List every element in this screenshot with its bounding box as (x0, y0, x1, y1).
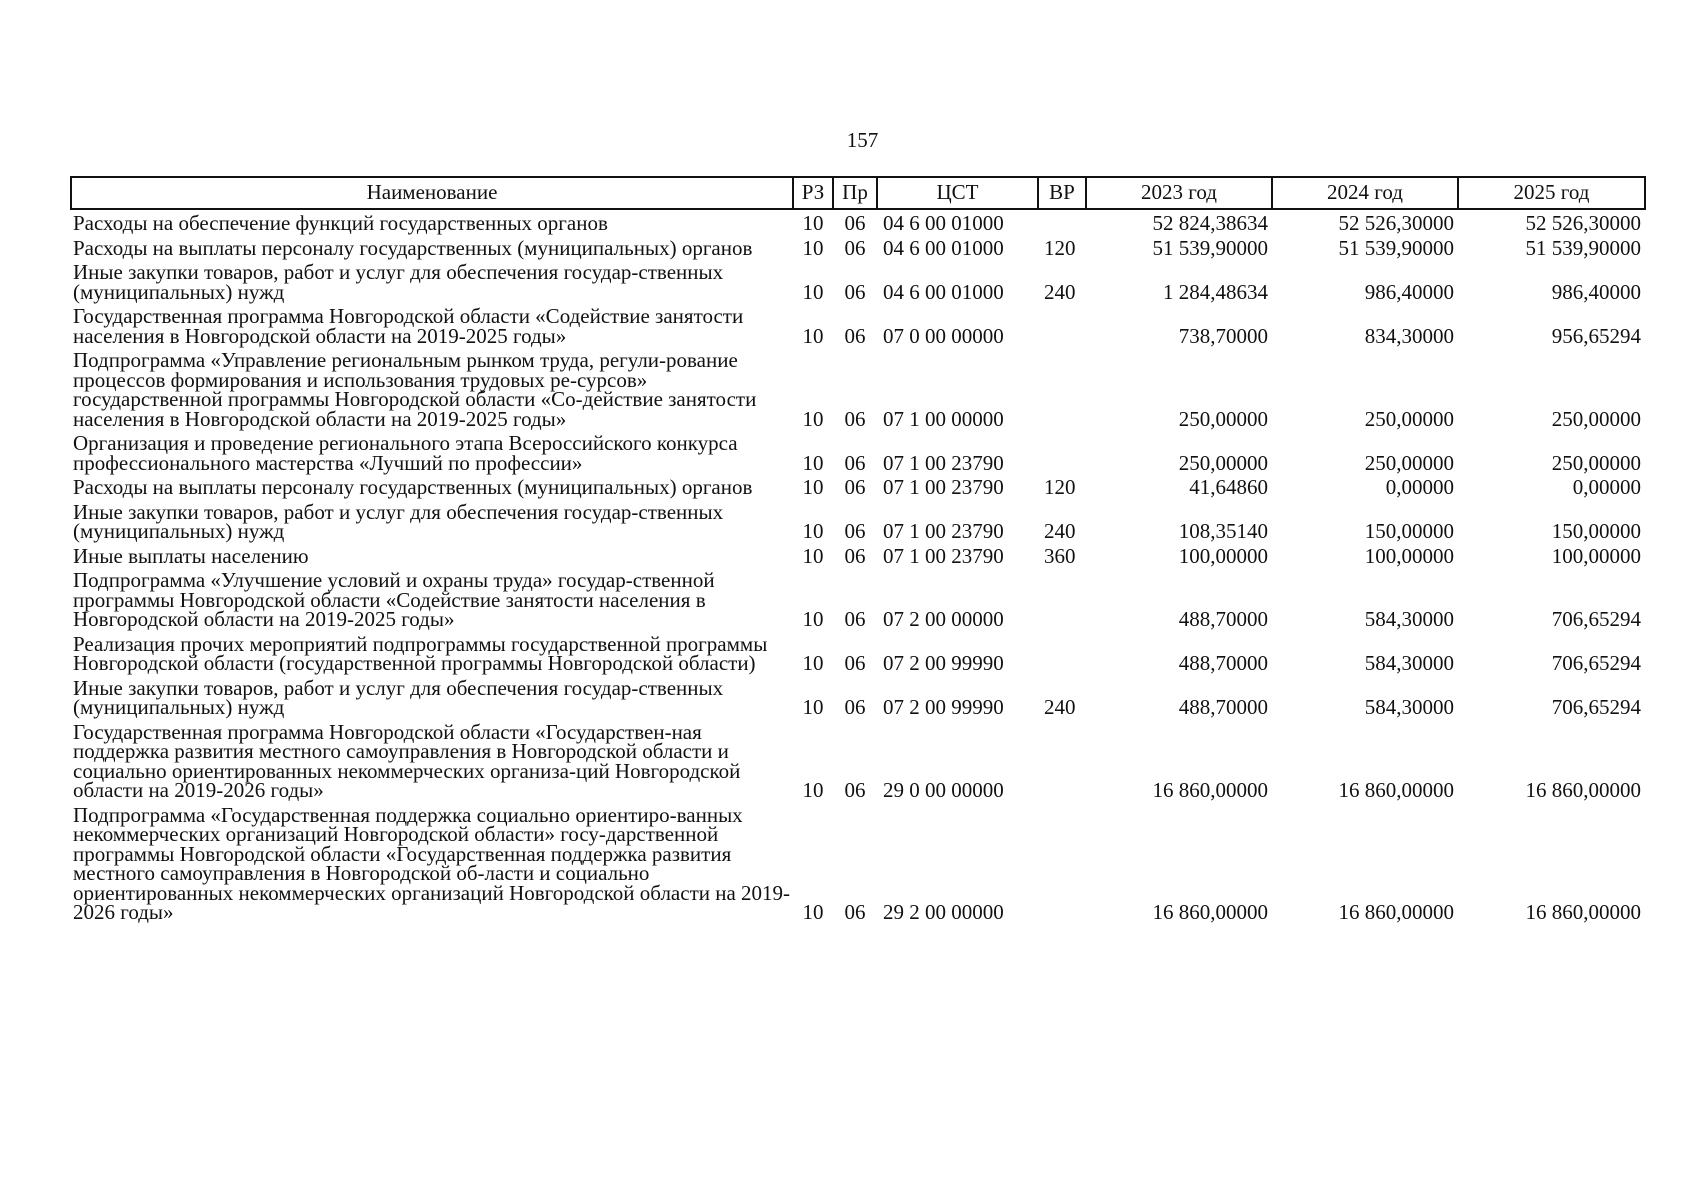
row-cst: 07 1 00 23790 (883, 475, 1004, 499)
row-2023: 41,64860 (1189, 475, 1268, 499)
row-rz: 10 (802, 900, 824, 924)
row-cst: 07 1 00 23790 (883, 450, 1004, 475)
row-2024: 16 860,00000 (1338, 778, 1454, 802)
row-rz: 10 (802, 235, 824, 260)
row-cst: 29 2 00 00000 (883, 900, 1004, 924)
row-2023: 52 824,38634 (1152, 211, 1268, 235)
row-2024: 16 860,00000 (1338, 900, 1454, 924)
row-2024: 100,00000 (1364, 543, 1454, 568)
row-2024: 986,40000 (1364, 279, 1454, 304)
row-2024: 52 526,30000 (1338, 211, 1454, 235)
row-vr (1038, 209, 1086, 235)
row-2023: 738,70000 (1178, 323, 1268, 348)
row-2023: 51 539,90000 (1152, 235, 1268, 260)
row-name: Государственная программа Новгородской области «Государствен-ная поддержка развития местного самоуправления в Новгородской области и социально ориентированных некоммерческих организа-ций Новгородской области на 2019-2026 годы» (73, 719, 741, 802)
table-row (71, 235, 1645, 260)
table-row (71, 259, 1645, 303)
table-row (71, 719, 1645, 802)
header-2023: 2023 год (1086, 177, 1272, 209)
row-cst: 07 2 00 00000 (883, 607, 1004, 631)
row-cst: 07 1 00 00000 (883, 406, 1004, 431)
table-row (71, 802, 1645, 924)
row-name: Организация и проведение регионального этапа Всероссийского конкурса профессионального мастерства «Лучший по профессии» (73, 431, 738, 475)
row-rz: 10 (802, 778, 824, 802)
row-vr: 240 (1044, 519, 1076, 543)
row-name: Иные закупки товаров, работ и услуг для обеспечения государ-ственных (муниципальных) нужд (73, 499, 724, 543)
row-name: Иные закупки товаров, работ и услуг для обеспечения государ-ственных (муниципальных) нужд (73, 260, 724, 304)
row-2025: 52 526,30000 (1525, 211, 1641, 235)
row-rz: 10 (802, 607, 824, 631)
table-row (71, 499, 1645, 543)
row-name: Реализация прочих мероприятий подпрограммы государственной программы Новгородской области (государственной программы Новгородской области) (73, 631, 768, 675)
table-row (71, 303, 1645, 347)
table-row (71, 209, 1645, 235)
row-pr: 06 (844, 406, 866, 431)
row-2025: 16 860,00000 (1525, 778, 1641, 802)
row-2025: 956,65294 (1551, 323, 1641, 348)
row-name: Расходы на обеспечение функций государственных органов (73, 211, 608, 235)
row-pr: 06 (844, 211, 866, 235)
row-vr (1038, 802, 1086, 924)
row-name: Иные выплаты населению (73, 543, 309, 568)
row-2025: 16 860,00000 (1525, 900, 1641, 924)
row-pr: 06 (844, 607, 866, 631)
header-vr: ВР (1038, 177, 1086, 209)
table-row (71, 474, 1645, 499)
row-2023: 488,70000 (1178, 607, 1268, 631)
row-2023: 108,35140 (1178, 519, 1268, 543)
row-2025: 0,00000 (1572, 475, 1641, 499)
row-pr: 06 (844, 543, 866, 568)
row-2024: 584,30000 (1364, 607, 1454, 631)
table-row (71, 347, 1645, 430)
row-pr: 06 (844, 475, 866, 499)
row-2024: 250,00000 (1364, 406, 1454, 431)
row-pr: 06 (844, 450, 866, 475)
table-body (71, 209, 1645, 924)
page-number: 157 (846, 128, 879, 152)
row-2025: 250,00000 (1551, 450, 1641, 475)
row-2025: 51 539,90000 (1525, 235, 1641, 260)
row-rz: 10 (802, 651, 824, 675)
row-cst: 07 0 00 00000 (883, 323, 1004, 348)
row-2024: 51 539,90000 (1338, 235, 1454, 260)
row-pr: 06 (844, 519, 866, 543)
row-2024: 834,30000 (1364, 323, 1454, 348)
row-cst: 07 1 00 23790 (883, 519, 1004, 543)
row-2024: 250,00000 (1364, 450, 1454, 475)
row-2025: 706,65294 (1551, 651, 1641, 675)
row-vr (1038, 631, 1086, 675)
row-rz: 10 (802, 323, 824, 348)
table-row (71, 567, 1645, 631)
row-2025: 250,00000 (1551, 406, 1641, 431)
row-2025: 100,00000 (1551, 543, 1641, 568)
row-pr: 06 (844, 651, 866, 675)
row-rz: 10 (802, 406, 824, 431)
table-row (71, 631, 1645, 675)
row-vr: 120 (1044, 235, 1076, 260)
row-pr: 06 (844, 235, 866, 260)
row-cst: 04 6 00 01000 (883, 235, 1004, 260)
table-row (71, 675, 1645, 719)
table-header-row (71, 177, 1645, 209)
row-name: Подпрограмма «Улучшение условий и охраны труда» государ-ственной программы Новгородской области «Содействие занятости населения в Новгородской области на 2019-2025 годы» (73, 568, 715, 631)
row-cst: 29 0 00 00000 (883, 778, 1004, 802)
row-cst: 04 6 00 01000 (883, 279, 1004, 304)
row-name: Расходы на выплаты персоналу государственных (муниципальных) органов (73, 475, 753, 499)
row-rz: 10 (802, 450, 824, 475)
row-2025: 706,65294 (1551, 607, 1641, 631)
row-2023: 100,00000 (1178, 543, 1268, 568)
header-cst: ЦСТ (877, 177, 1038, 209)
row-cst: 07 1 00 23790 (883, 543, 1004, 568)
row-name: Иные закупки товаров, работ и услуг для обеспечения государ-ственных (муниципальных) нужд (73, 675, 724, 719)
row-2023: 16 860,00000 (1152, 778, 1268, 802)
row-vr: 240 (1044, 279, 1076, 304)
table-row (71, 543, 1645, 568)
row-cst: 04 6 00 01000 (883, 211, 1004, 235)
row-2023: 250,00000 (1178, 406, 1268, 431)
row-vr (1038, 567, 1086, 631)
row-pr: 06 (844, 695, 866, 719)
row-vr: 360 (1044, 543, 1076, 568)
header-rz: РЗ (793, 177, 833, 209)
row-vr: 240 (1044, 695, 1076, 719)
row-rz: 10 (802, 519, 824, 543)
row-2023: 1 284,48634 (1163, 279, 1268, 304)
row-vr (1038, 719, 1086, 802)
row-2024: 150,00000 (1364, 519, 1454, 543)
header-2025: 2025 год (1458, 177, 1645, 209)
table-row (71, 430, 1645, 474)
row-pr: 06 (844, 778, 866, 802)
row-2024: 0,00000 (1385, 475, 1454, 499)
row-2023: 488,70000 (1178, 695, 1268, 719)
budget-table (70, 176, 1646, 924)
row-rz: 10 (802, 475, 824, 499)
row-2024: 584,30000 (1364, 651, 1454, 675)
row-pr: 06 (844, 900, 866, 924)
row-rz: 10 (802, 543, 824, 568)
row-pr: 06 (844, 323, 866, 348)
row-vr (1038, 430, 1086, 474)
row-cst: 07 2 00 99990 (883, 695, 1004, 719)
row-vr: 120 (1044, 475, 1076, 499)
row-rz: 10 (802, 279, 824, 304)
row-rz: 10 (802, 695, 824, 719)
header-2024: 2024 год (1272, 177, 1458, 209)
row-pr: 06 (844, 279, 866, 304)
row-name: Подпрограмма «Государственная поддержка социально ориентиро-ванных некоммерческих организаций Новгородской области» госу-дарственной программы Новгородской области «Государственная поддержка развития местного самоуправления в Новгородской об-ласти и социально ориентированных некоммерческих организаций Новгородской области на 2019-2026 годы» (73, 802, 791, 924)
row-2025: 986,40000 (1551, 279, 1641, 304)
row-rz: 10 (802, 211, 824, 235)
header-name: Наименование (71, 177, 793, 209)
row-2024: 584,30000 (1364, 695, 1454, 719)
row-2023: 250,00000 (1178, 450, 1268, 475)
row-2023: 488,70000 (1178, 651, 1268, 675)
row-2025: 150,00000 (1551, 519, 1641, 543)
row-cst: 07 2 00 99990 (883, 651, 1004, 675)
row-vr (1038, 303, 1086, 347)
row-2025: 706,65294 (1551, 695, 1641, 719)
row-name: Подпрограмма «Управление региональным рынком труда, регули-рование процессов формирования и использования трудовых ре-сурсов» государственной программы Новгородской области «Со-действие занятости населения в Новгородской области на 2019-2025 годы» (73, 348, 757, 431)
row-vr (1038, 347, 1086, 430)
row-name: Расходы на выплаты персоналу государственных (муниципальных) органов (73, 235, 753, 260)
row-2023: 16 860,00000 (1152, 900, 1268, 924)
header-pr: Пр (833, 177, 877, 209)
row-name: Государственная программа Новгородской области «Содействие занятости населения в Новгородской области на 2019-2025 годы» (73, 304, 744, 348)
